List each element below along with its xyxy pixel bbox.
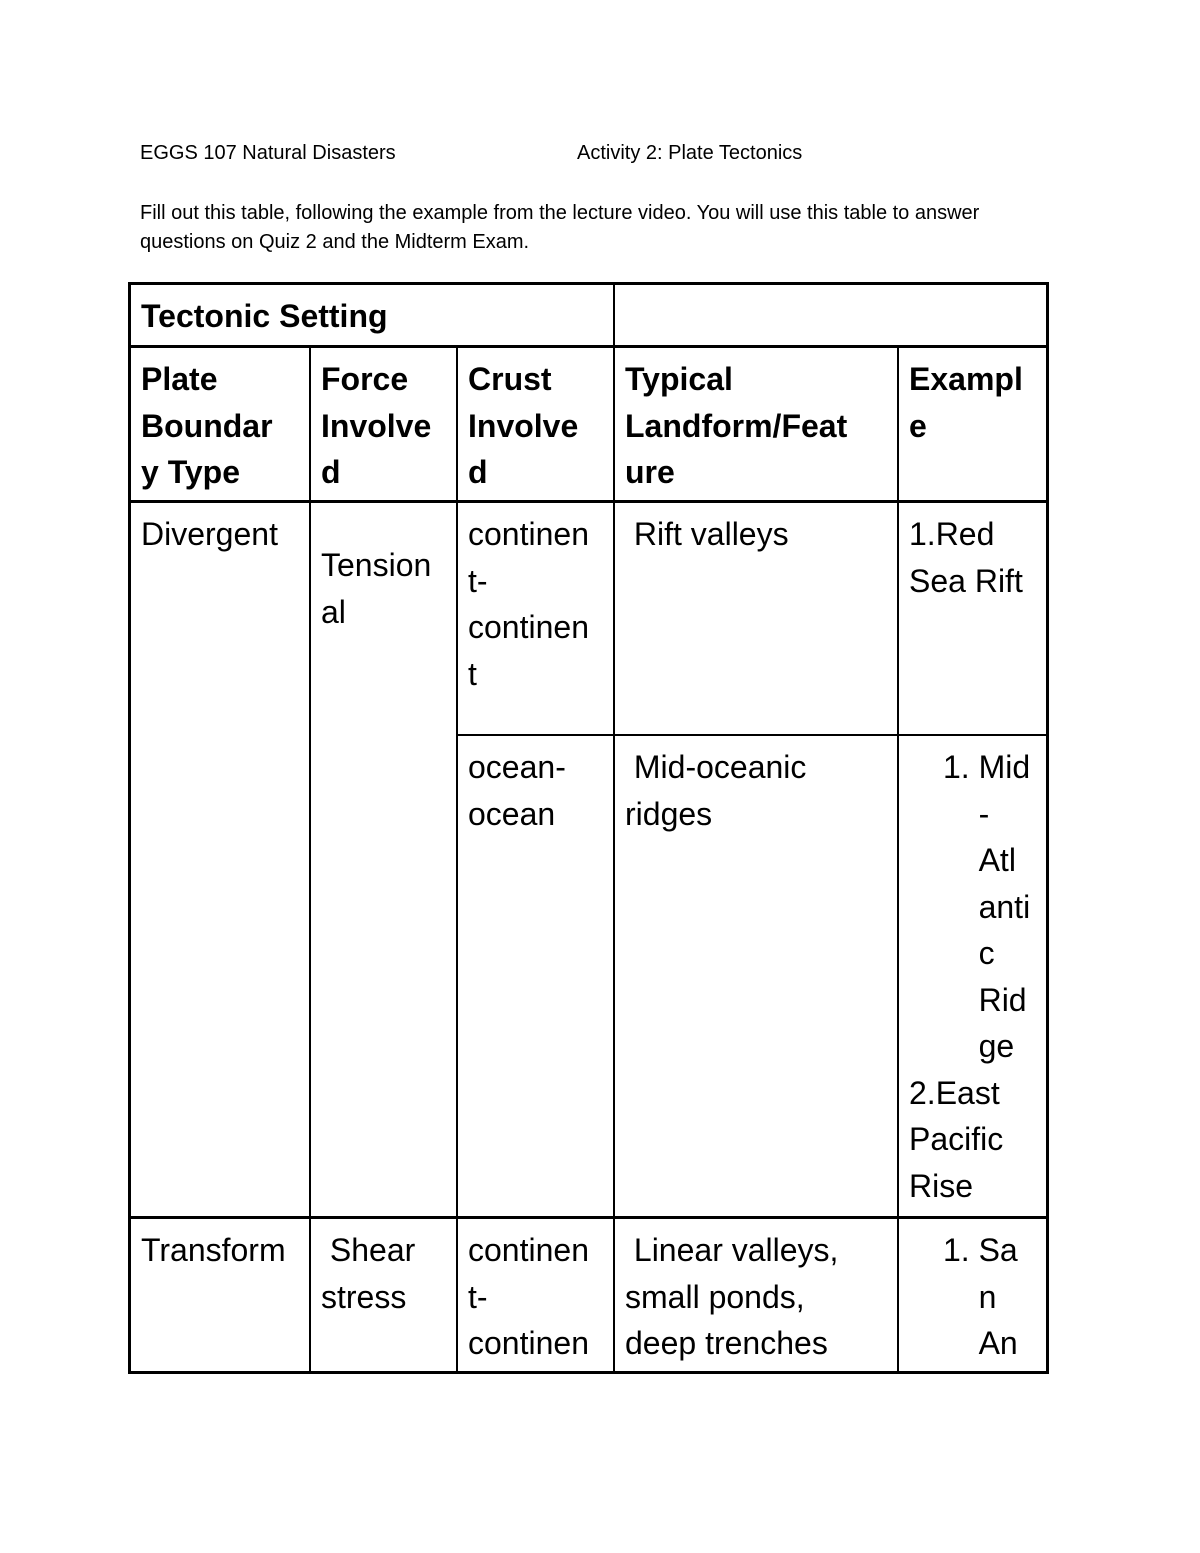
divergent-crust-oo: ocean- ocean [468,749,566,832]
transform-crust-cell: continen t- continen [468,1232,589,1361]
divergent-crust-cc: continen t- continen t [468,516,589,692]
divergent-landform-cc: Rift valleys [625,516,789,552]
instructions-line-1: Fill out this table, following the example from the lecture video. You will use this table to answer [140,202,980,224]
course-title: EGGS 107 Natural Disasters [140,142,396,164]
example-item-2: 2.East Pacific Rise [909,1074,1004,1204]
rule-after-title [128,345,1049,348]
instructions-line-2: questions on Quiz 2 and the Midterm Exam. [140,231,530,253]
header-boundary-type: Plate Boundar y Type [141,361,273,490]
header-landform: Typical Landform/Feat ure [625,361,848,490]
header-crust-involved: Crust Involve d [468,361,579,490]
transform-boundary-cell: Transform [141,1232,286,1268]
table-title-cell [131,285,613,345]
table-border-top [128,282,1049,285]
transform-force-cell: Shear stress [321,1232,416,1315]
rule-col-1 [309,345,311,1374]
divergent-landform-oo: Mid-oceanic ridges [625,749,807,832]
table-border-right [1046,282,1049,1374]
table-title-blank-cell [615,285,1046,345]
header-example: Exampl e [909,361,1023,444]
example-item-1: 1. Mid - Atl anti c Rid ge [943,749,1031,1064]
rule-after-header [128,500,1049,503]
divergent-example-cc: 1.Red Sea Rift [909,516,1023,599]
rule-col-2 [456,345,458,1374]
divergent-boundary-cell: Divergent [141,516,278,552]
instructions [140,199,1070,257]
header-force-involved: Force Involve d [321,361,432,490]
table-border-bottom [128,1371,1049,1374]
rule-before-transform [128,1216,1049,1219]
transform-landform-cell: Linear valleys, small ponds, deep trenches [625,1232,839,1361]
rule-divergent-split [456,734,1049,736]
table-border-left [128,282,131,1374]
rule-col-4 [897,345,899,1374]
transform-example-cell [899,1219,1046,1371]
table-title: Tectonic Setting [141,298,388,334]
activity-title: Activity 2: Plate Tectonics [577,142,803,164]
divergent-force-cell: Tension al [321,547,432,630]
divergent-example-oo [899,736,1046,1216]
rule-col-3 [613,282,615,1374]
transform-example-item-1: 1. Sa n An [943,1232,1018,1361]
